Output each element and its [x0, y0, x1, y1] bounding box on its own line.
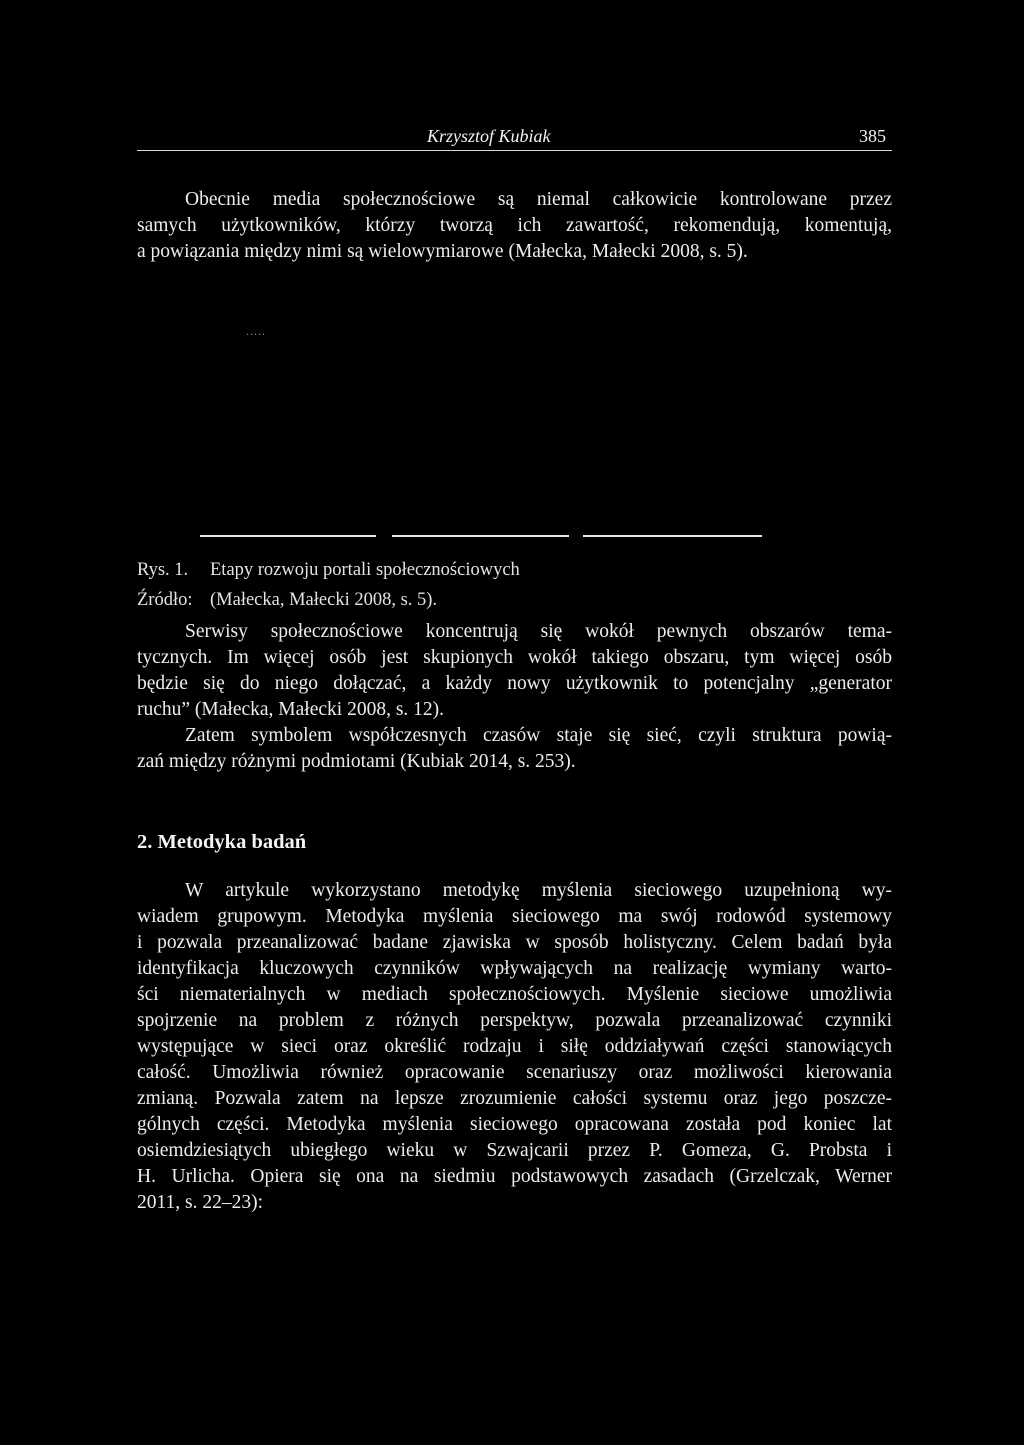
figure-source: [137, 590, 437, 611]
section-heading: 2. Metodyka badań: [137, 831, 307, 853]
paragraph-social-services: [137, 619, 892, 723]
paragraph-line: Obecnie media społecznościowe są niemal całkowicie kontrolowane przez: [185, 189, 892, 210]
paragraph-line: występujące w sieci oraz określić rodzaju i siłę oddziaływań części stanowiących: [137, 1036, 892, 1057]
paragraph-line: Serwisy społecznościowe koncentrują się wokół pewnych obszarów tema-: [185, 621, 892, 642]
figure-source-label: Źródło:: [137, 590, 193, 610]
paragraph-line: wiadem grupowym. Metodyka myślenia sieciowego ma swój rodowód systemowy: [137, 906, 892, 927]
paragraph-line: i pozwala przeanalizować badane zjawiska w sposób holistyczny. Celem badań była: [137, 932, 892, 953]
paragraph-line: całość. Umożliwia również opracowanie scenariuszy oraz możliwości kierowania: [137, 1062, 892, 1083]
figure-rule: [583, 535, 762, 537]
running-header-author: Krzysztof Kubiak: [427, 126, 551, 146]
paragraph-line: będzie się do niego dołączać, a każdy nowy użytkownik to potencjalny „generator: [137, 673, 892, 694]
figure-caption: [137, 560, 520, 581]
figure-rule: [392, 535, 569, 537]
paragraph-line: identyfikacja kluczowych czynników wpływających na realizację wymiany warto-: [137, 958, 892, 979]
paragraph-line: ruchu” (Małecka, Małecki 2008, s. 12).: [137, 699, 445, 720]
paragraph-media-control: [137, 187, 892, 265]
figure-source-text: (Małecka, Małecki 2008, s. 5).: [210, 590, 438, 610]
paragraph-line: ści niematerialnych w mediach społecznościowych. Myślenie sieciowe umożliwia: [137, 984, 892, 1005]
figure-dots: .....: [246, 324, 266, 338]
figure-caption-text: Etapy rozwoju portali społecznościowych: [210, 560, 520, 580]
running-header: [137, 120, 892, 151]
paragraph-line: Zatem symbolem współczesnych czasów staje się sieć, czyli struktura powią-: [185, 725, 892, 746]
paragraph-line: W artykule wykorzystano metodykę myślenia sieciowego uzupełnioną wy-: [185, 880, 892, 901]
figure-caption-label: Rys. 1.: [137, 560, 189, 580]
paragraph-methodology: [137, 878, 892, 1216]
paragraph-line: samych użytkowników, którzy tworzą ich zawartość, rekomendują, komentują,: [137, 215, 892, 236]
figure-rule: [200, 535, 376, 537]
paragraph-line: 2011, s. 22–23):: [137, 1192, 264, 1213]
paragraph-line: spojrzenie na problem z różnych perspektyw, pozwala przeanalizować czynniki: [137, 1010, 892, 1031]
paragraph-line: H. Urlicha. Opiera się ona na siedmiu podstawowych zasadach (Grzelczak, Werner: [137, 1166, 892, 1187]
paragraph-line: a powiązania między nimi są wielowymiarowe (Małecka, Małecki 2008, s. 5).: [137, 241, 748, 262]
figure-1: [137, 265, 892, 610]
paragraph-line: zań między różnymi podmiotami (Kubiak 2014, s. 253).: [137, 751, 576, 772]
paragraph-line: gólnych części. Metodyka myślenia sieciowego opracowana została pod koniec lat: [137, 1114, 892, 1135]
paragraph-line: zmianą. Pozwala zatem na lepsze zrozumienie całości systemu oraz jego poszcze-: [137, 1088, 892, 1109]
page: [137, 120, 892, 1216]
paragraph-network-symbol: [137, 723, 892, 775]
paragraph-line: tycznych. Im więcej osób jest skupionych wokół takiego obszaru, tym więcej osób: [137, 647, 892, 668]
page-number: 385: [859, 126, 886, 146]
paragraph-line: osiemdziesiątych ubiegłego wieku w Szwajcarii przez P. Gomeza, G. Probsta i: [137, 1140, 892, 1161]
